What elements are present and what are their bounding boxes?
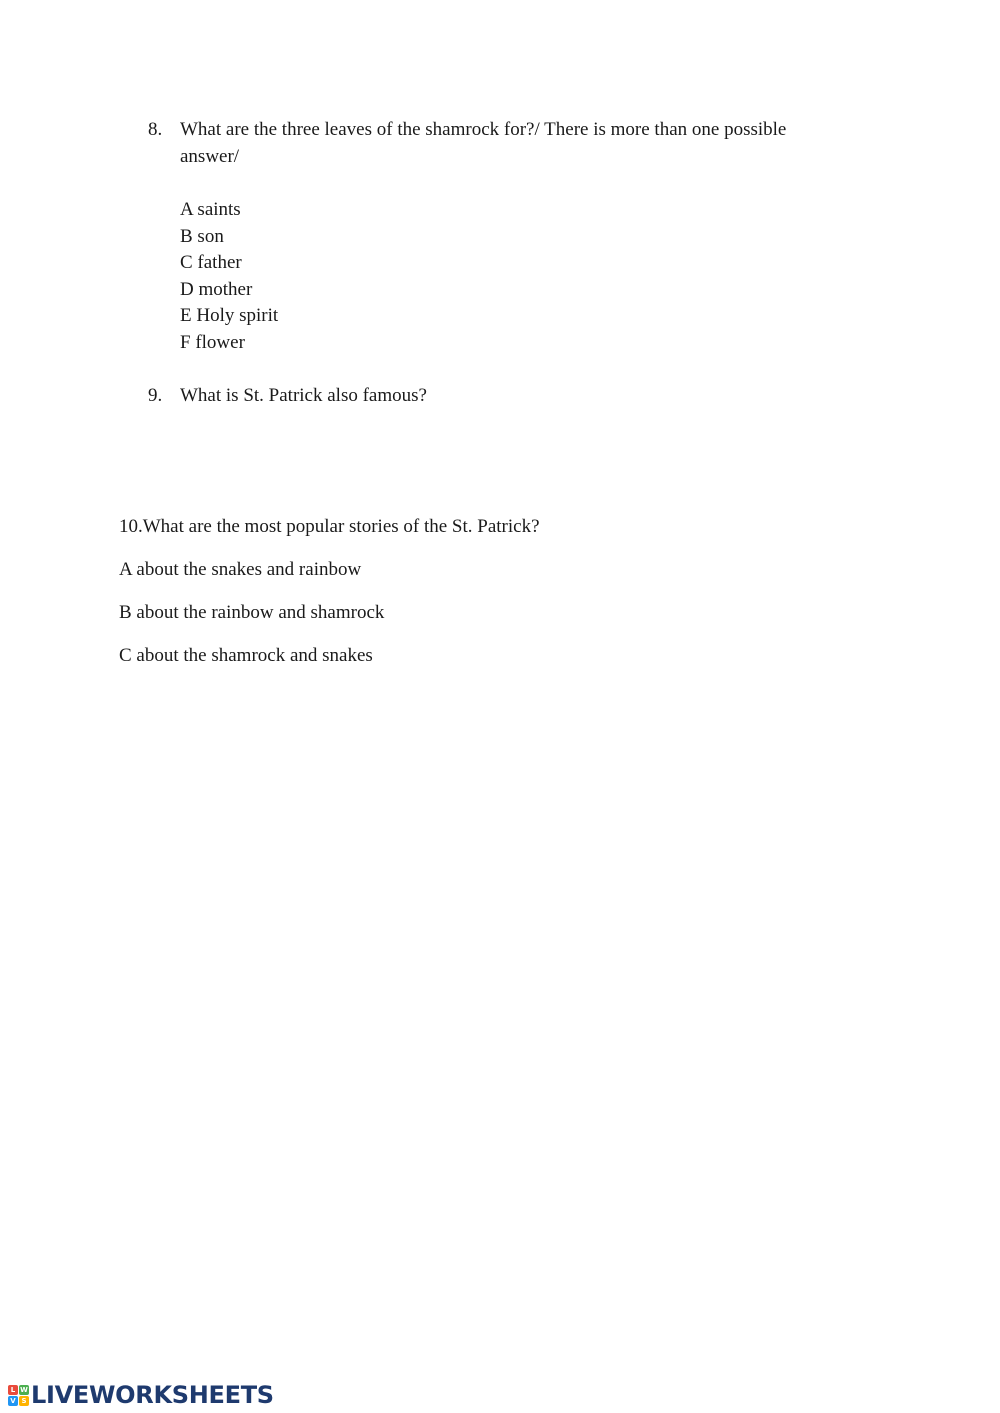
logo-blocks-icon — [8, 1385, 29, 1406]
question-8-option-b[interactable]: B son — [180, 225, 224, 247]
logo-block-1: L — [8, 1385, 18, 1395]
question-8-option-a[interactable]: A saints — [180, 199, 241, 220]
question-9-text: What is St. Patrick also famous? — [180, 385, 427, 406]
logo-text: LIVEWORKSHEETS — [31, 1381, 274, 1409]
question-9-number: 9. — [148, 385, 163, 406]
question-8-option-e[interactable]: E Holy spirit — [180, 305, 279, 327]
question-10-option-c[interactable]: C about the shamrock and snakes — [119, 645, 373, 666]
logo-block-4: S — [19, 1396, 29, 1406]
question-8-options — [180, 197, 278, 357]
question-8-option-c[interactable]: C father — [180, 252, 242, 274]
liveworksheets-logo — [8, 1380, 274, 1410]
question-10-option-b[interactable]: B about the rainbow and shamrock — [119, 602, 385, 623]
question-8-option-d[interactable]: D mother — [180, 278, 253, 300]
question-10-option-a[interactable]: A about the snakes and rainbow — [119, 559, 362, 580]
question-10-text: 10.What are the most popular stories of the St. Patrick? — [119, 516, 540, 537]
question-8-text-line-2: answer/ — [180, 146, 240, 167]
question-8-text-line-1: What are the three leaves of the shamrock for?/ There is more than one possible — [180, 119, 787, 140]
logo-block-2: W — [20, 1385, 28, 1394]
question-8-option-f[interactable]: F flower — [180, 331, 245, 353]
logo-block-3: V — [8, 1396, 18, 1406]
question-8-number: 8. — [148, 119, 163, 140]
